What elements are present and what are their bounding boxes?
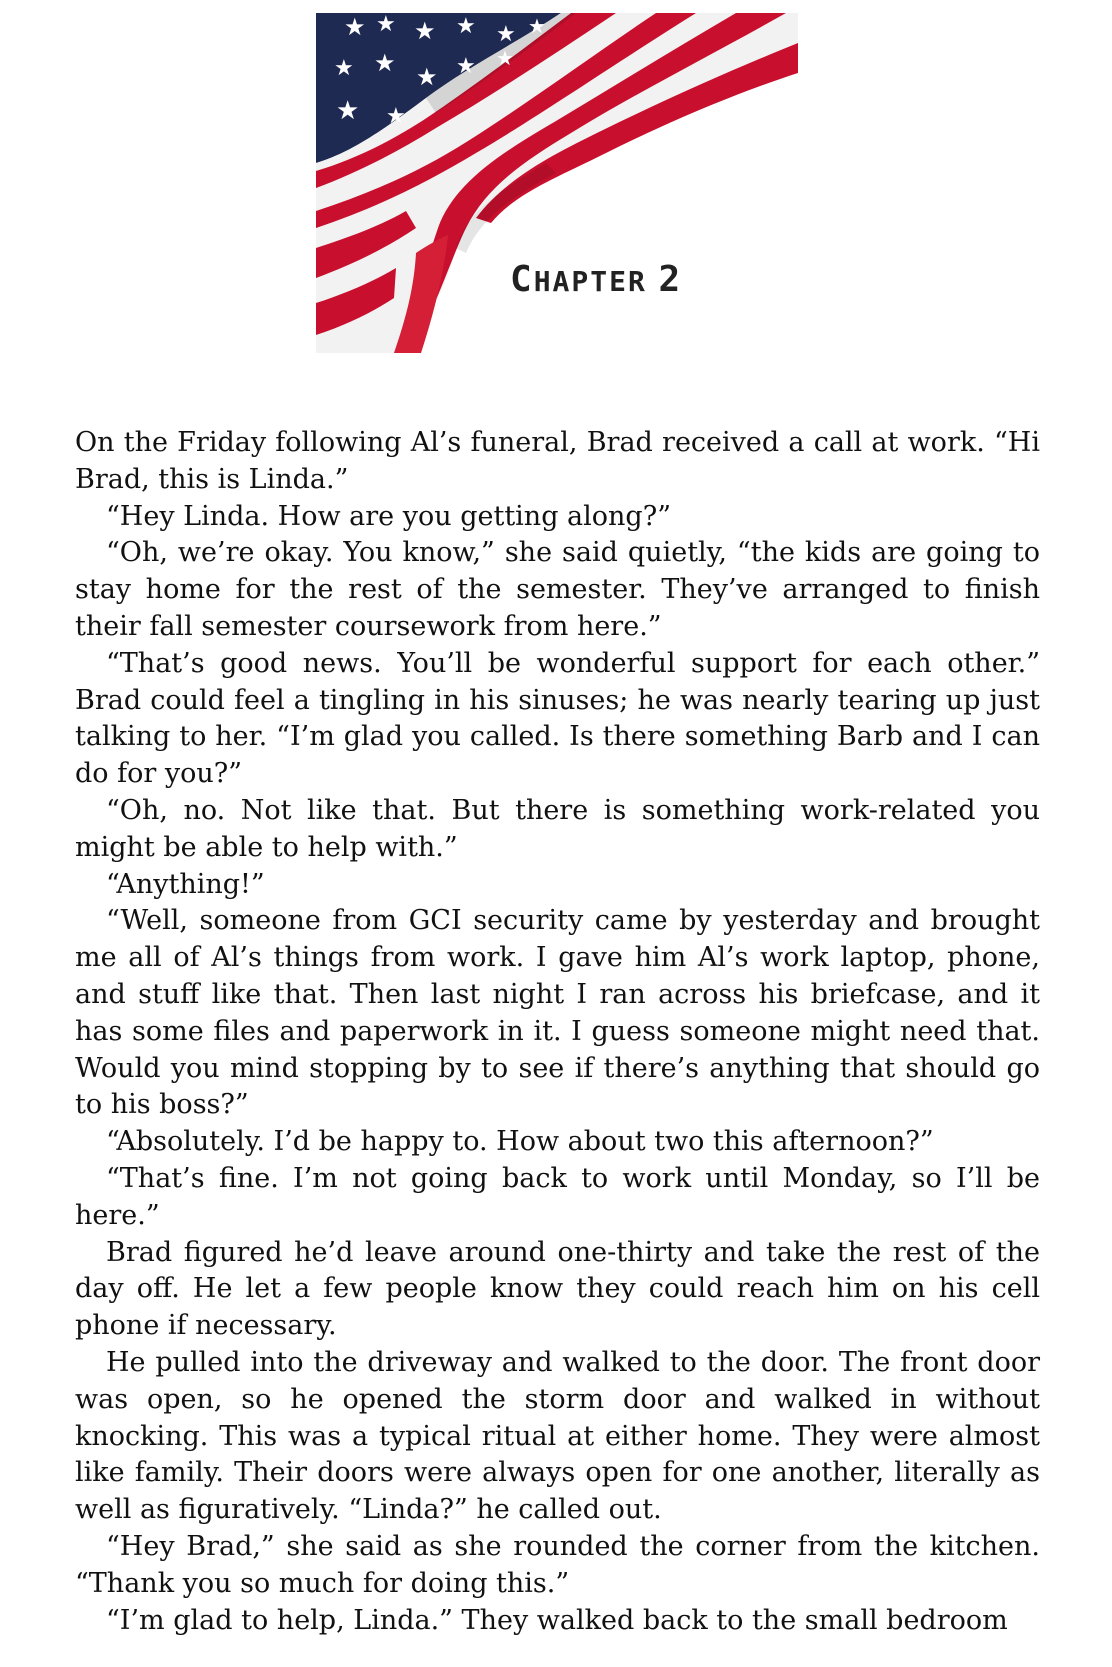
- paragraph: “That’s good news. You’ll be wonderful support for each other.” Brad could feel a tingling in his sinuses; he was nearly tearing up just talking to her. “I’m glad you called. Is there something Barb and I can do for you?”: [75, 647, 1040, 790]
- paragraph: “Anything!”: [106, 868, 265, 900]
- paragraph: “Well, someone from GCI security came by yesterday and brought me all of Al’s things from work. I gave him Al’s work laptop, phone, and stuff like that. Then last night I ran across his briefcase, and it has some files and paperwork in it. I guess someone might need that. Would you mind stopping by to see if there’s anything that should go to his boss?”: [75, 905, 1040, 1121]
- chapter-heading-word: HAPTER: [533, 265, 647, 298]
- svg-text:★: ★: [334, 56, 354, 81]
- svg-text:★: ★: [416, 63, 438, 91]
- svg-text:★: ★: [496, 46, 514, 70]
- paragraph: “Oh, we’re okay. You know,” she said quietly, “the kids are going to stay home for the rest of the semester. They’ve arranged to finish their fall semester coursework from here.”: [75, 537, 1040, 642]
- svg-text:★: ★: [456, 14, 476, 39]
- svg-text:★: ★: [344, 13, 366, 41]
- chapter-body: [75, 425, 1040, 1639]
- chapter-heading-initial: C: [510, 259, 534, 300]
- svg-text:★: ★: [374, 49, 396, 77]
- svg-text:★: ★: [528, 14, 546, 38]
- chapter-number: 2: [658, 259, 683, 300]
- paragraph: He pulled into the driveway and walked to the door. The front door was open, so he opened the storm door and walked in without knocking. This was a typical ritual at either home. They were almost like family. Their doors were always open for one another, literally as well as figuratively. “Linda?” he called out.: [75, 1346, 1040, 1526]
- svg-text:★: ★: [386, 104, 406, 129]
- svg-text:★: ★: [456, 54, 476, 79]
- paragraph: “That’s fine. I’m not going back to work until Monday, so I’ll be here.”: [75, 1162, 1040, 1231]
- paragraph: “I’m glad to help, Linda.” They walked back to the small bedroom: [106, 1604, 1008, 1636]
- american-flag-image: [316, 13, 798, 353]
- chapter-heading: [510, 259, 683, 300]
- paragraph: “Absolutely. I’d be happy to. How about two this afternoon?”: [106, 1126, 934, 1158]
- paragraph: Brad figured he’d leave around one-thirty and take the rest of the day off. He let a few people know they could reach him on his cell phone if necessary.: [75, 1236, 1040, 1342]
- svg-text:★: ★: [414, 17, 436, 45]
- svg-text:★: ★: [336, 96, 360, 126]
- svg-text:★: ★: [496, 22, 516, 47]
- paragraph: “Oh, no. Not like that. But there is something work-related you might be able to help with.”: [75, 794, 1040, 863]
- paragraph: “Hey Linda. How are you getting along?”: [106, 500, 671, 532]
- svg-text:★: ★: [376, 13, 396, 37]
- paragraph: “Hey Brad,” she said as she rounded the corner from the kitchen. “Thank you so much for doing this.”: [75, 1530, 1040, 1599]
- paragraph: On the Friday following Al’s funeral, Brad received a call at work. “Hi Brad, this is Linda.”: [75, 427, 1040, 495]
